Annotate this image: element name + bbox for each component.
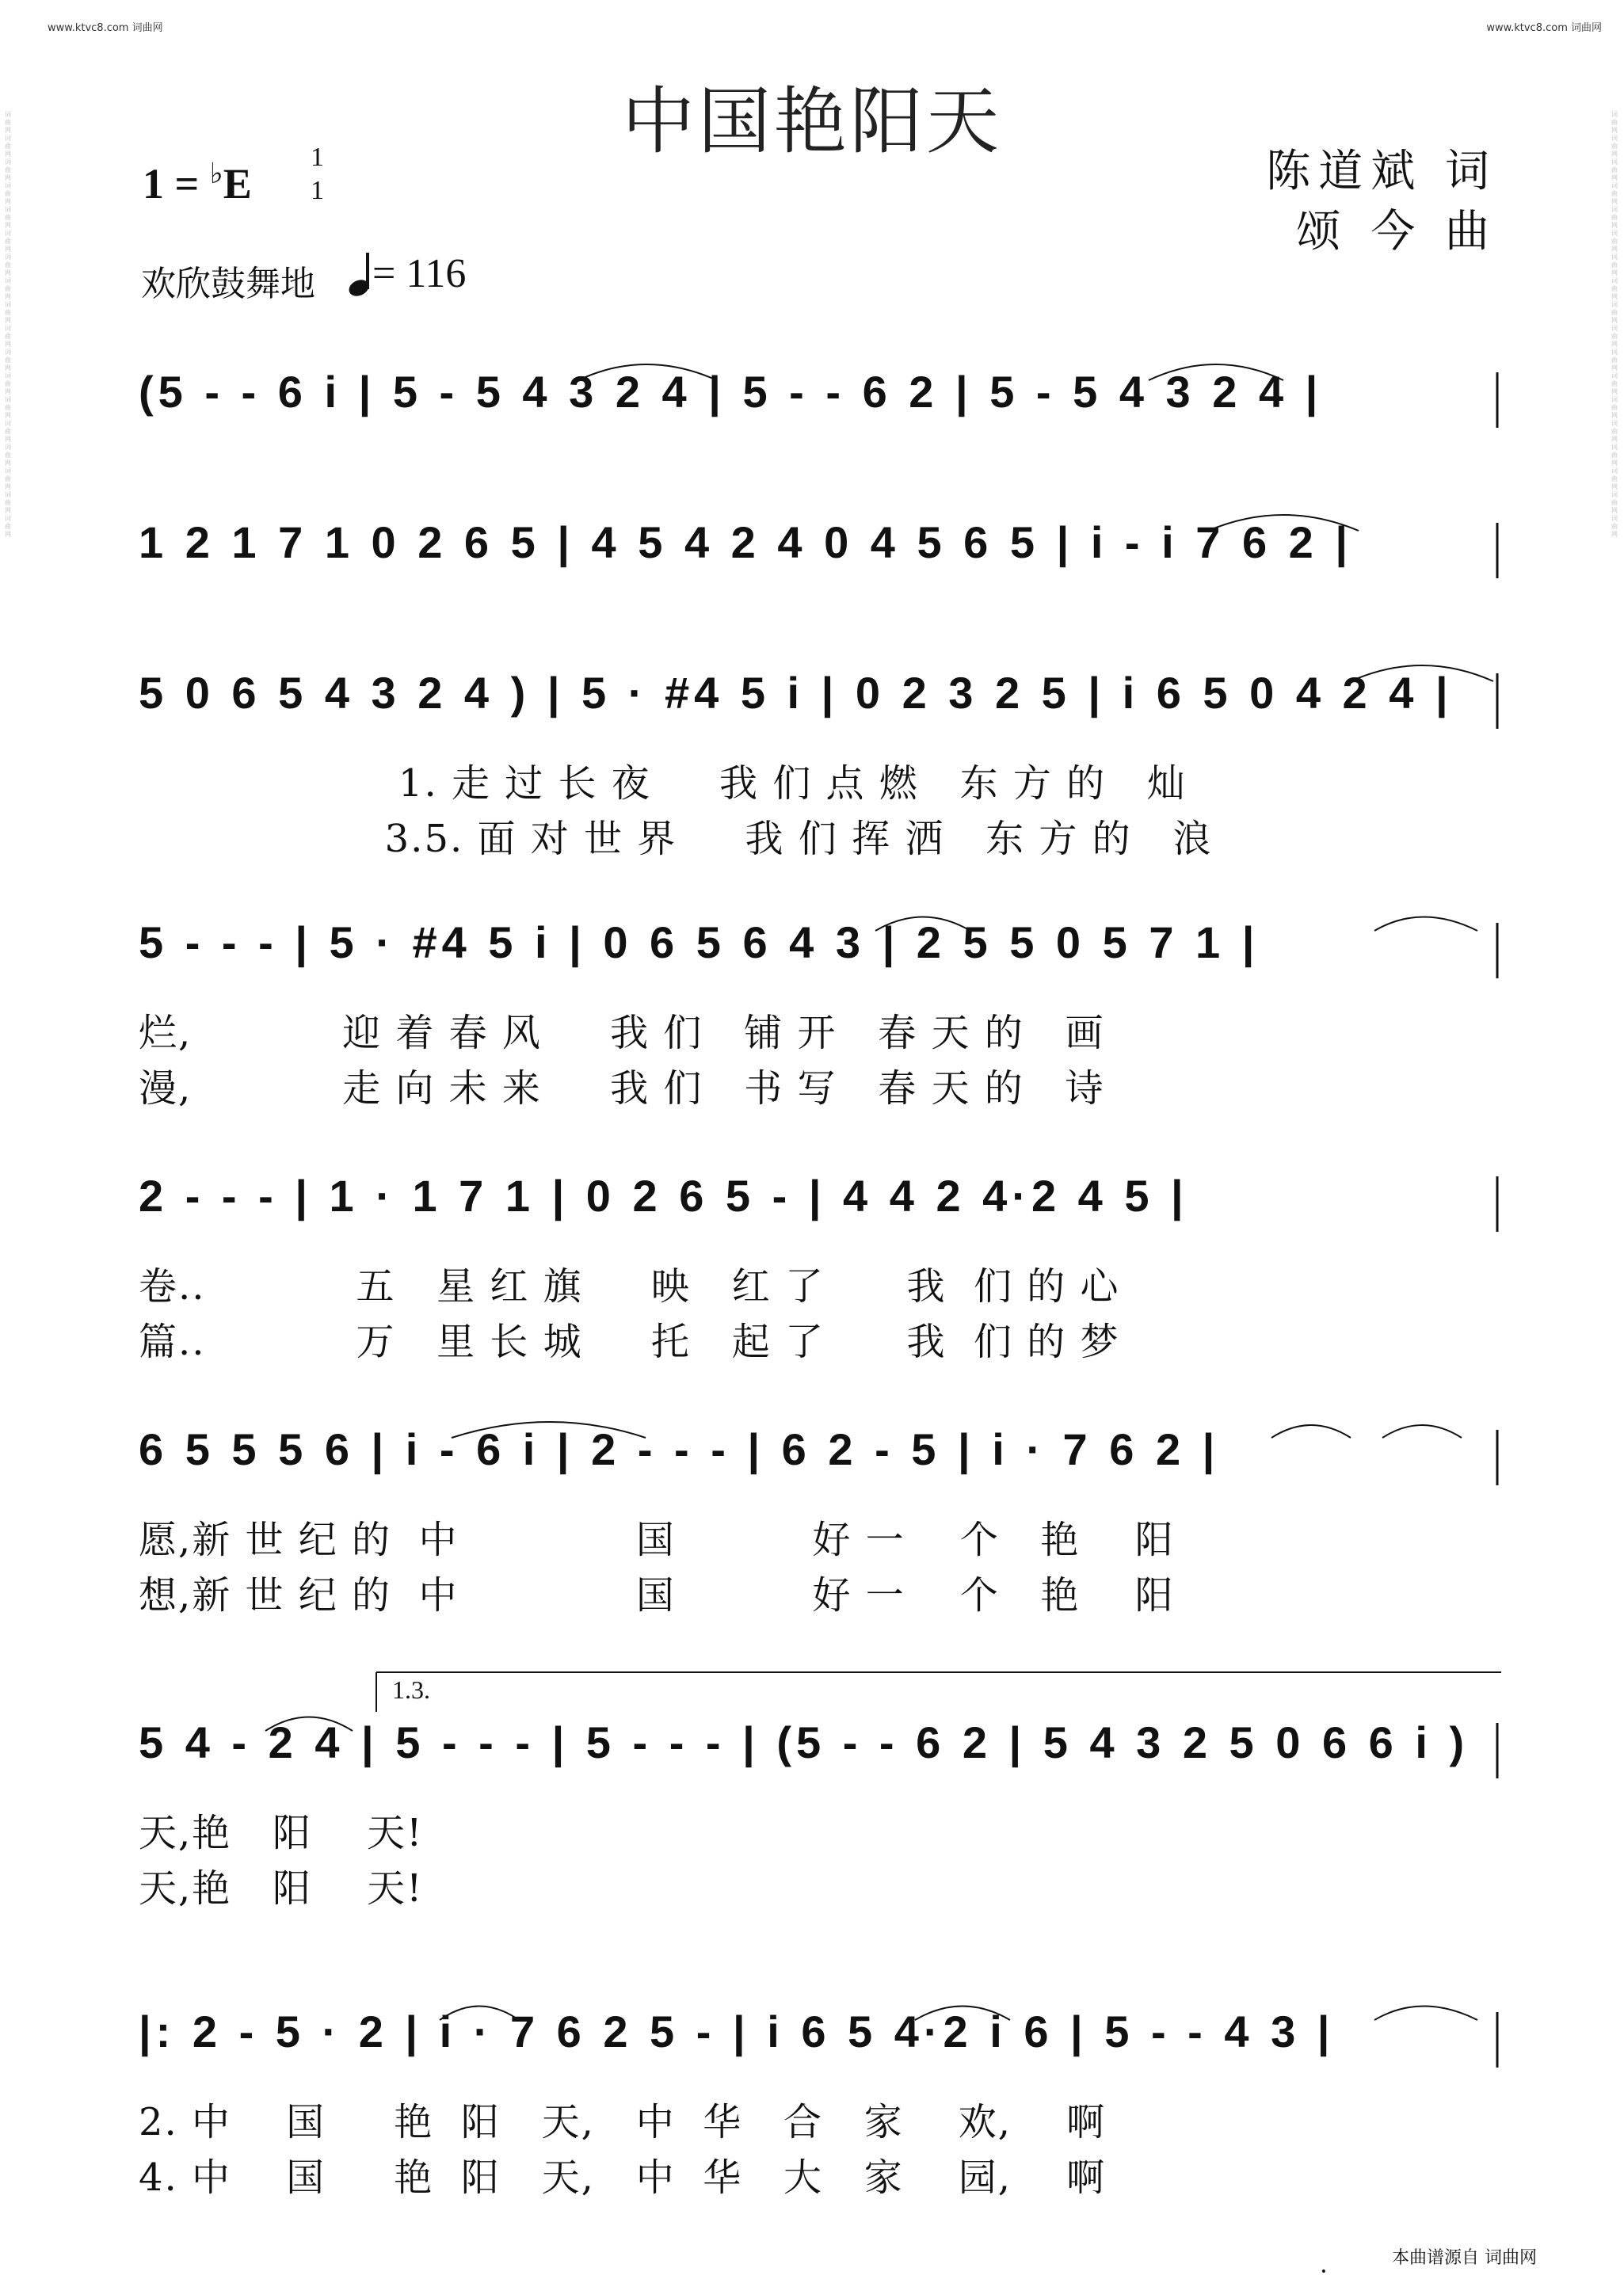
lyric-verse-2: 4. 中 国 艳 阳 天, 中 华 大 家 园, 啊 [139, 2155, 1107, 2200]
notation-line: 5 - - - | 5 · #4 5 i | 0 6 5 6 4 3 | 2 5 5 0 5 7 1 | [139, 917, 1260, 967]
lyricist-credit: 陈道斌 词 [1266, 146, 1497, 197]
barlines [139, 1153, 1505, 1248]
barlines [139, 1988, 1505, 2083]
footer-dot: • [1320, 2266, 1327, 2278]
lyric-verse-2: 篇.. 万 里 长 城 托 起 了 我 们 的 梦 [139, 1320, 1120, 1364]
barlines [139, 650, 1505, 745]
barlines [139, 1699, 1505, 1794]
time-sig-top: 1 [311, 143, 324, 172]
key-note: E [223, 160, 252, 208]
barlines [139, 899, 1505, 994]
key-signature [143, 157, 252, 208]
lyric-verse-1: 2. 中 国 艳 阳 天, 中 华 合 家 欢, 啊 [139, 2100, 1107, 2144]
notation-line: 6 5 5 5 6 | i - 6 i | 2 - - - | 6 2 - 5 | i · 7 6 2 | [139, 1424, 1220, 1474]
notation-line: |: 2 - 5 · 2 | i · 7 6 2 5 - | i 6 5 4·2 i 6 | 5 - - 4 3 | [139, 2007, 1335, 2056]
time-sig-bottom: 1 [311, 176, 324, 205]
flat-sign: ♭ [209, 158, 223, 189]
song-title: 中国艳阳天 [621, 79, 1002, 164]
watermark-left: www.ktvc8.com 词曲网 [48, 22, 163, 34]
lyric-verse-1: 愿,新 世 纪 的 中 国 好 一 个 艳 阳 [139, 1518, 1175, 1562]
lyric-verse-2: 3.5. 面 对 世 界 我 们 挥 洒 东 方 的 浪 [139, 817, 1213, 861]
barlines [139, 1406, 1505, 1501]
tempo-mark [349, 250, 466, 297]
lyric-verse-1: 天,艳 阳 天! [139, 1811, 424, 1855]
lyric-verse-2: 漫, 走 向 未 来 我 们 书 写 春 天 的 诗 [139, 1066, 1105, 1111]
expression-mark: 欢欣鼓舞地 [141, 264, 315, 304]
notation-line: 2 - - - | 1 · 1 7 1 | 0 2 6 5 - | 4 4 2 4·2 4 5 | [139, 1171, 1188, 1221]
lyric-verse-1: 1. 走 过 长 夜 我 们 点 燃 东 方 的 灿 [139, 761, 1187, 806]
notation-line: 5 0 6 5 4 3 2 4 ) | 5 · #4 5 i | 0 2 3 2 5 | i 6 5 0 4 2 4 | [139, 668, 1453, 718]
notation-line: (5 - - 6 i | 5 - 5 4 3 2 4 | 5 - - 6 2 | 5 - 5 4 3 2 4 | [139, 367, 1323, 417]
footer-source: 本曲谱源自 词曲网 [1392, 2248, 1537, 2268]
barlines [139, 499, 1505, 594]
key-prefix: 1 = [143, 160, 210, 208]
notation-line: 5 4 - 2 4 | 5 - - - | 5 - - - | (5 - - 6 2 | 5 4 3 2 5 0 6 6 i ) [139, 1717, 1470, 1767]
notation-line: 1 2 1 7 1 0 2 6 5 | 4 5 4 2 4 0 4 5 6 5 | i - i 7 6 2 | [139, 517, 1353, 567]
lyric-verse-2: 天,艳 阳 天! [139, 1866, 424, 1911]
lyric-verse-1: 烂, 迎 着 春 风 我 们 铺 开 春 天 的 画 [139, 1011, 1105, 1055]
quarter-note-icon [349, 253, 372, 297]
edge-watermark-right: 词曲网词曲网词曲网词曲网词曲网词曲网词曲网词曲网词曲网词曲网词曲网词曲网词曲网词曲网词曲网词曲网词曲网词曲网 [1611, 111, 1618, 538]
edge-watermark-left: 词曲网词曲网词曲网词曲网词曲网词曲网词曲网词曲网词曲网词曲网词曲网词曲网词曲网词曲网词曲网词曲网词曲网词曲网 [5, 111, 11, 538]
lyric-verse-1: 卷.. 五 星 红 旗 映 红 了 我 们 的 心 [139, 1264, 1120, 1309]
watermark-right: www.ktvc8.com 词曲网 [1486, 22, 1602, 34]
lyric-verse-2: 想,新 世 纪 的 中 国 好 一 个 艳 阳 [139, 1573, 1175, 1618]
volta-label: 1.3. [392, 1675, 430, 1704]
composer-credit: 颂 今 曲 [1296, 206, 1497, 257]
time-signature [311, 141, 324, 208]
barlines [139, 349, 1505, 444]
tempo-value: = 116 [372, 251, 467, 296]
